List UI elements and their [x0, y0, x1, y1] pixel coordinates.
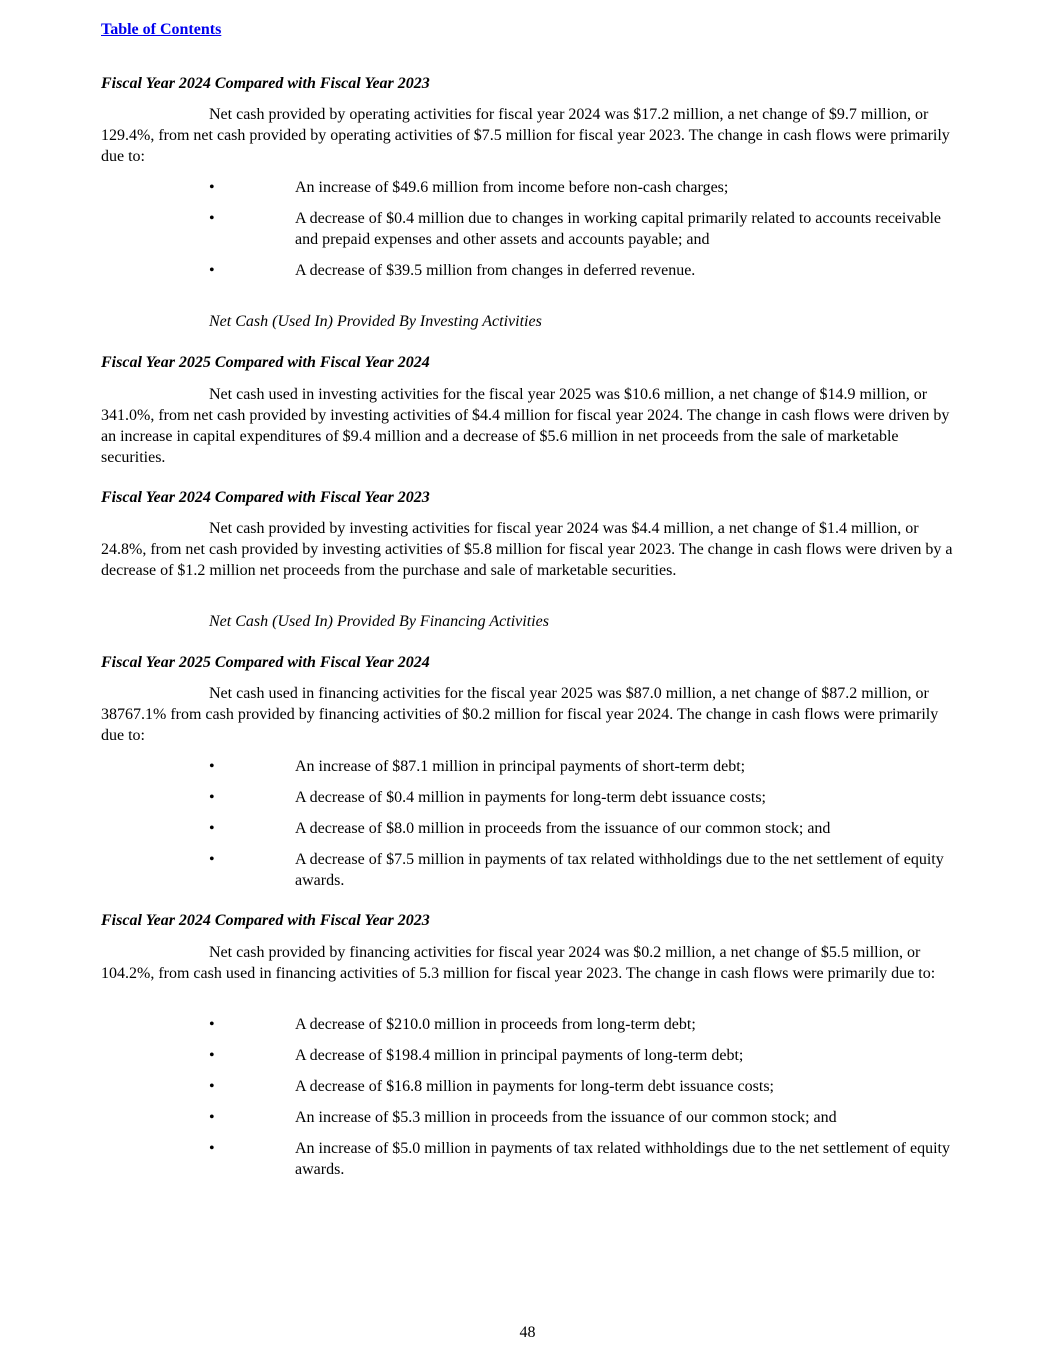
bullet-icon: •: [209, 1047, 215, 1064]
list-item-text: A decrease of $0.4 million in payments for long-term debt issuance costs;: [295, 789, 766, 806]
list-item-text: An increase of $87.1 million in principal payments of short-term debt;: [295, 758, 746, 775]
bullet-icon: •: [209, 179, 215, 196]
section-paragraph: Net cash provided by investing activities for fiscal year 2024 was $4.4 million, a net change of $1.4 million, or 24.8%, from net cash provided by investing activities of $5.8 million for fiscal year 2023. The change in cash flows were driven by a decrease of $1.2 million net proceeds from the purchase and sale of marketable securities.: [101, 520, 953, 579]
bullet-icon: •: [209, 851, 215, 868]
section-heading: Fiscal Year 2024 Compared with Fiscal Year 2023: [101, 75, 430, 92]
list-item-text: An increase of $5.0 million in payments of tax related withholdings due to the net settlement of equity awards.: [295, 1140, 950, 1178]
section-heading: Fiscal Year 2024 Compared with Fiscal Year 2023: [101, 912, 430, 929]
section-heading: Fiscal Year 2024 Compared with Fiscal Year 2023: [101, 489, 430, 506]
bullet-icon: •: [209, 1078, 215, 1095]
list-item-text: A decrease of $16.8 million in payments for long-term debt issuance costs;: [295, 1078, 774, 1095]
bullet-icon: •: [209, 1109, 215, 1126]
list-item-text: A decrease of $198.4 million in principal payments of long-term debt;: [295, 1047, 744, 1064]
list-item-text: A decrease of $39.5 million from changes in deferred revenue.: [295, 262, 696, 279]
bullet-icon: •: [209, 789, 215, 806]
section-heading: Fiscal Year 2025 Compared with Fiscal Year 2024: [101, 654, 430, 671]
bullet-icon: •: [209, 758, 215, 775]
subsection-heading: Net Cash (Used In) Provided By Financing Activities: [209, 613, 549, 630]
bullet-icon: •: [209, 1016, 215, 1033]
bullet-icon: •: [209, 262, 215, 279]
section-paragraph: Net cash provided by operating activities for fiscal year 2024 was $17.2 million, a net change of $9.7 million, or 129.4%, from net cash provided by operating activities of $7.5 million for fiscal year 2023. The change in cash flows were primarily due to:: [101, 106, 950, 165]
section-paragraph: Net cash provided by financing activities for fiscal year 2024 was $0.2 million, a net change of $5.5 million, or 104.2%, from cash used in financing activities of 5.3 million for fiscal year 2023. The change in cash flows were primarily due to:: [101, 944, 936, 982]
list-item-text: A decrease of $8.0 million in proceeds from the issuance of our common stock; and: [295, 820, 831, 837]
bullet-icon: •: [209, 1140, 215, 1157]
list-item-text: An increase of $49.6 million from income before non-cash charges;: [295, 179, 729, 196]
list-item-text: An increase of $5.3 million in proceeds from the issuance of our common stock; and: [295, 1109, 837, 1126]
section-paragraph: Net cash used in investing activities for the fiscal year 2025 was $10.6 million, a net change of $14.9 million, or 341.0%, from net cash provided by investing activities of $4.4 million for fiscal year 2024. The change in cash flows were driven by an increase in capital expenditures of $9.4 million and a decrease of $5.6 million in net proceeds from the sale of marketable securities.: [101, 386, 950, 466]
bullet-icon: •: [209, 820, 215, 837]
list-item-text: A decrease of $7.5 million in payments of tax related withholdings due to the net settlement of equity awards.: [295, 851, 944, 889]
table-of-contents-link[interactable]: Table of Contents: [101, 21, 222, 38]
section-paragraph: Net cash used in financing activities for the fiscal year 2025 was $87.0 million, a net change of $87.2 million, or 38767.1% from cash provided by financing activities of $0.2 million for fiscal year 2024. The change in cash flows were primarily due to:: [101, 685, 939, 744]
bullet-icon: •: [209, 210, 215, 227]
subsection-heading: Net Cash (Used In) Provided By Investing Activities: [209, 313, 542, 330]
list-item-text: A decrease of $0.4 million due to changes in working capital primarily related to accounts receivable and prepaid expenses and other assets and accounts payable; and: [295, 210, 941, 248]
section-heading: Fiscal Year 2025 Compared with Fiscal Year 2024: [101, 354, 430, 371]
list-item-text: A decrease of $210.0 million in proceeds from long-term debt;: [295, 1016, 696, 1033]
page-number: 48: [519, 1324, 536, 1341]
